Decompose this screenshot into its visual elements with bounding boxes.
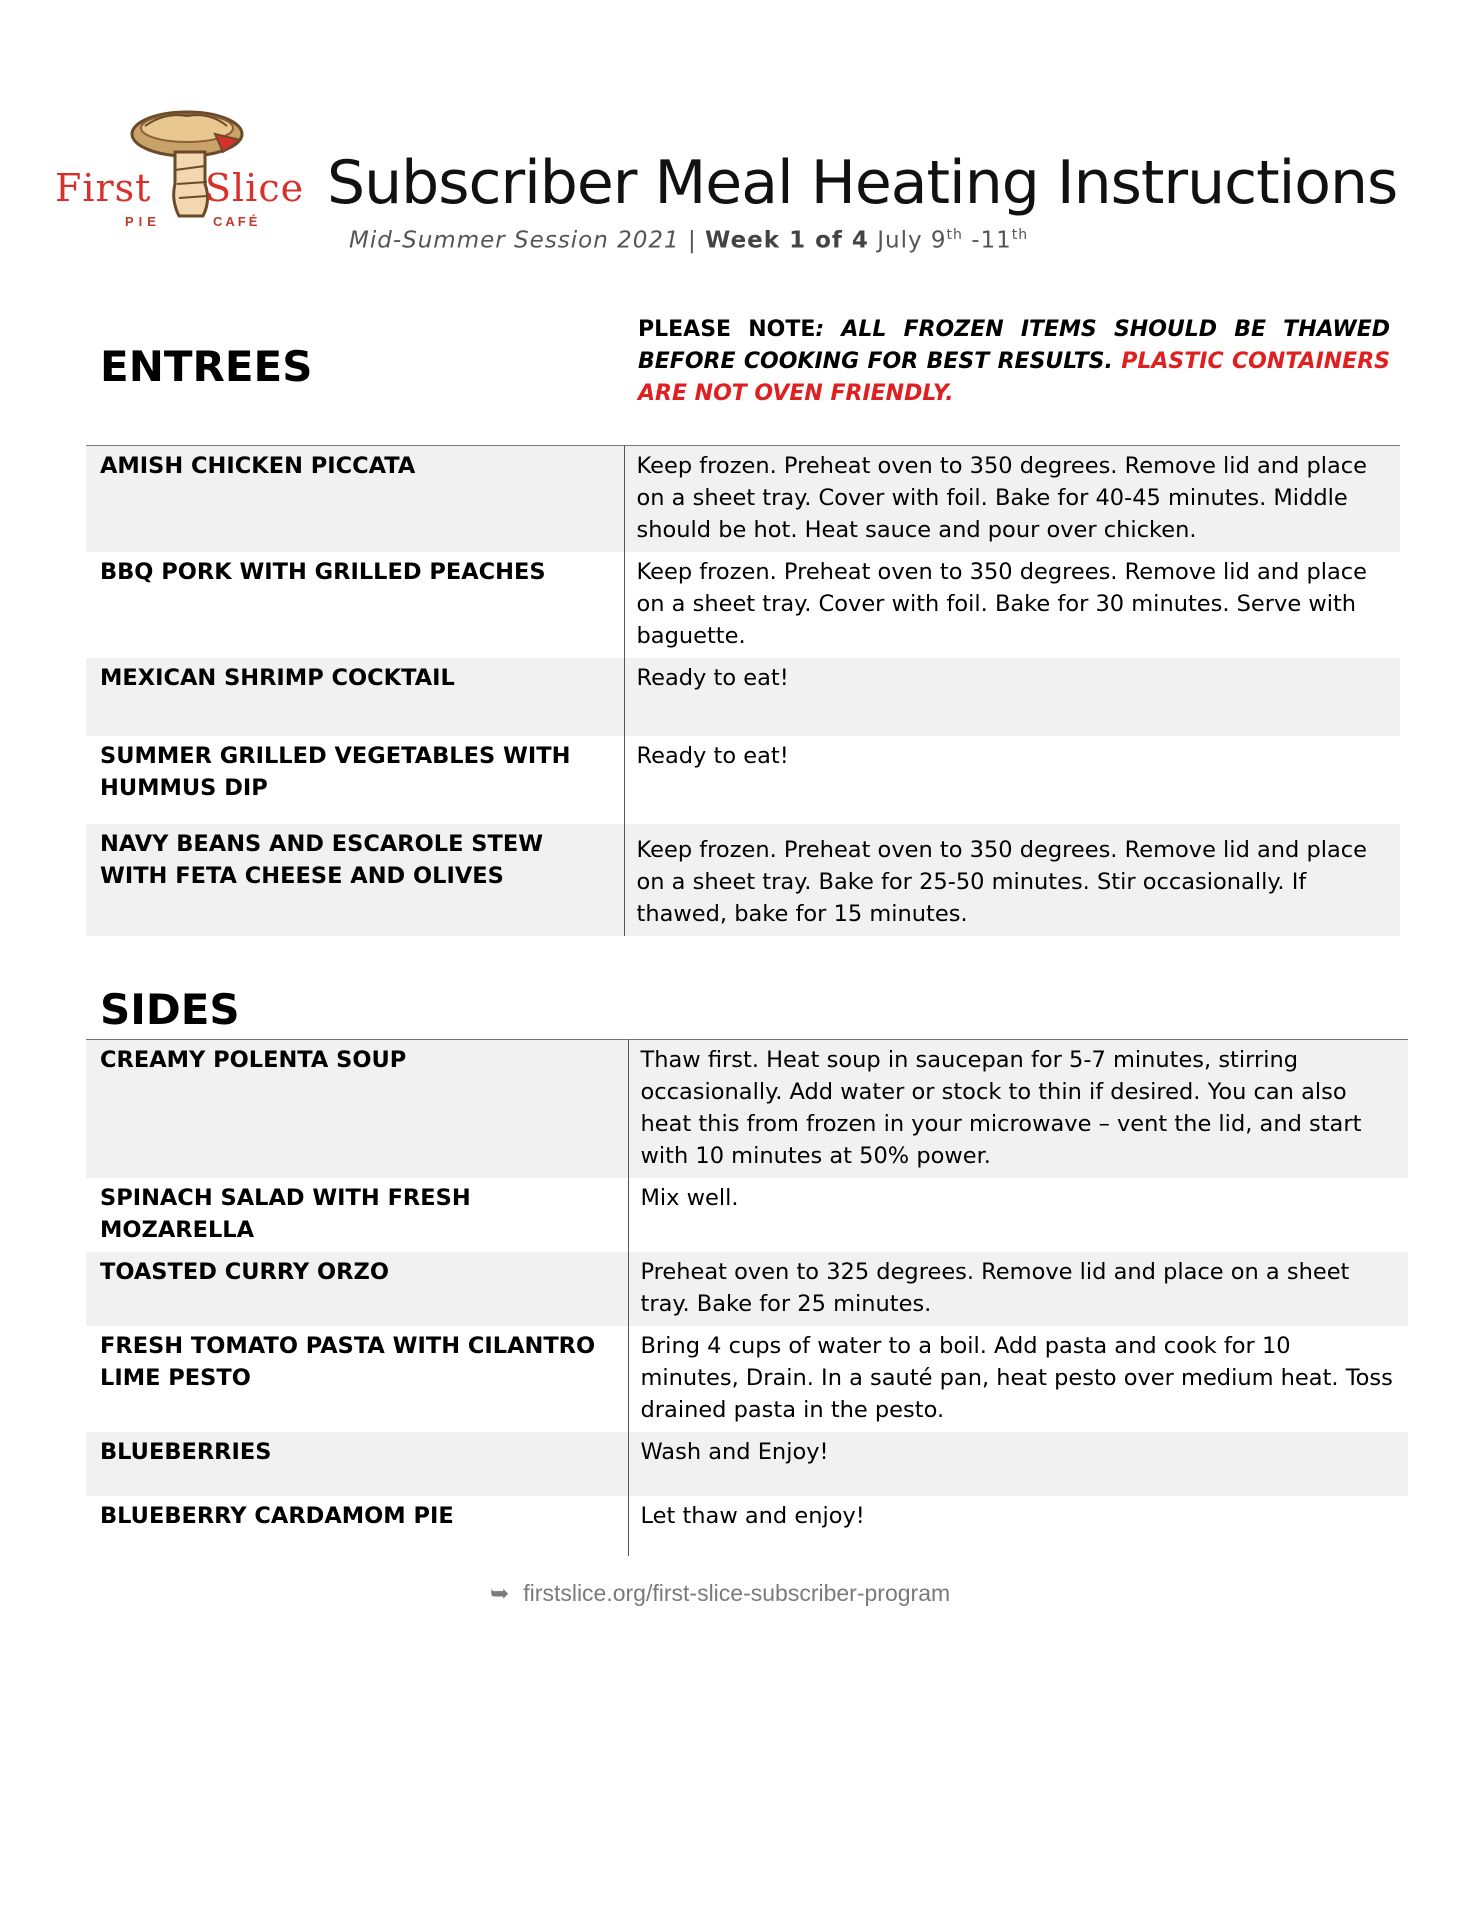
entree-instructions: Keep frozen. Preheat oven to 350 degrees. Remove lid and place on a sheet tray. Cover with foil. Bake for 40-45 minutes. Middle should be hot. Heat sauce and pour over chicken. [624, 446, 1400, 553]
entree-name: BBQ PORK WITH GRILLED PEACHES [86, 552, 624, 658]
entree-name: NAVY BEANS AND ESCAROLE STEW WITH FETA CHEESE AND OLIVES [86, 824, 624, 936]
dates-prefix: July 9 [868, 227, 947, 254]
entree-instructions: Keep frozen. Preheat oven to 350 degrees. Remove lid and place on a sheet tray. Bake for 25-50 minutes. Stir occasionally. If thawed, bake for 15 minutes. [624, 824, 1400, 936]
entree-instructions: Ready to eat! [636, 743, 789, 769]
side-instructions: Wash and Enjoy! [628, 1432, 1408, 1496]
note-warning: PLASTIC CONTAINERS ARE NOT OVEN FRIENDLY. [638, 349, 1390, 406]
entree-name: AMISH CHICKEN PICCATA [86, 446, 624, 553]
side-name: BLUEBERRIES [86, 1432, 628, 1496]
table-row [86, 1496, 1408, 1556]
logo-word-pie: PIE [125, 214, 161, 229]
table-row [86, 736, 1400, 824]
table-row [86, 824, 1400, 936]
note-body: : ALL FROZEN ITEMS SHOULD BE THAWED BEFORE COOKING FOR BEST RESULTS. [638, 317, 1390, 374]
side-instructions: Mix well. [640, 1185, 739, 1211]
entree-name: SUMMER GRILLED VEGETABLES WITH HUMMUS DIP [86, 736, 624, 824]
entree-instructions: Ready to eat! [624, 658, 1400, 736]
side-name: SPINACH SALAD WITH FRESH MOZARELLA [86, 1178, 628, 1252]
please-note [638, 314, 1390, 410]
side-name: BLUEBERRY CARDAMOM PIE [86, 1496, 628, 1556]
page-title: Subscriber Meal Heating Instructions [327, 148, 1398, 218]
side-instructions: Preheat oven to 325 degrees. Remove lid and place on a sheet tray. Bake for 25 minutes. [628, 1252, 1408, 1326]
week-label: Week 1 of 4 [705, 227, 869, 254]
logo-word-slice: Slice [205, 166, 305, 210]
table-row [86, 1178, 1408, 1252]
dates-mid: -11 [962, 227, 1012, 254]
side-name: CREAMY POLENTA SOUP [86, 1040, 628, 1179]
entree-name: MEXICAN SHRIMP COCKTAIL [86, 658, 624, 736]
session-subtitle [349, 227, 1028, 254]
note-label: PLEASE NOTE [638, 317, 816, 342]
table-row [86, 446, 1400, 553]
side-instructions: Bring 4 cups of water to a boil. Add pasta and cook for 10 minutes, Drain. In a sauté pan, heat pesto over medium heat. Toss drained pasta in the pesto. [640, 1333, 1393, 1423]
link-text[interactable]: firstslice.org/first-slice-subscriber-program [523, 1580, 951, 1606]
header [50, 100, 1430, 270]
subtitle-separator: | [679, 227, 706, 254]
table-row [86, 1432, 1408, 1496]
table-row [86, 1252, 1408, 1326]
table-row [86, 1040, 1408, 1179]
side-instructions: Thaw first. Heat soup in saucepan for 5-7 minutes, stirring occasionally. Add water or stock to thin if desired. You can also heat this from frozen in your microwave – vent the lid, and start with 10 minutes at 50% power. [628, 1040, 1408, 1179]
subscriber-program-link[interactable] [490, 1580, 950, 1607]
session-name: Mid-Summer Session 2021 [349, 227, 680, 254]
logo-word-cafe: CAFÉ [213, 214, 261, 229]
logo-word-first: First [55, 166, 152, 210]
first-slice-logo [55, 104, 315, 234]
table-row [86, 658, 1400, 736]
entrees-table [86, 445, 1400, 936]
date-suffix-2: th [1011, 227, 1029, 243]
sides-table [86, 1039, 1408, 1556]
side-name: TOASTED CURRY ORZO [86, 1252, 628, 1326]
table-row [86, 1326, 1408, 1432]
date-suffix-1: th [946, 227, 963, 243]
side-instructions: Let thaw and enjoy! [640, 1503, 865, 1529]
table-row [86, 552, 1400, 658]
sides-heading: SIDES [100, 985, 240, 1034]
arrow-icon: ➥ [490, 1580, 510, 1606]
side-name: FRESH TOMATO PASTA WITH CILANTRO LIME PESTO [86, 1326, 628, 1432]
entrees-heading: ENTREES [100, 342, 313, 391]
entree-instructions: Keep frozen. Preheat oven to 350 degrees. Remove lid and place on a sheet tray. Cover with foil. Bake for 30 minutes. Serve with baguette. [636, 559, 1368, 649]
